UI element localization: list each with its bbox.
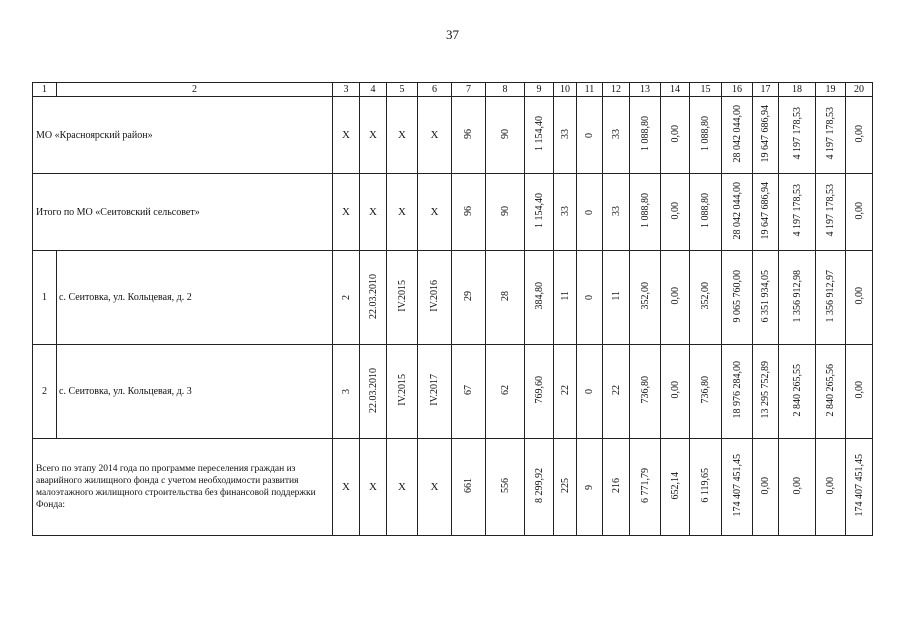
data-cell-text: 96 bbox=[463, 205, 474, 216]
data-cell-text: 62 bbox=[499, 385, 511, 395]
data-cell bbox=[418, 345, 452, 439]
data-cell-text: 33 bbox=[610, 205, 622, 216]
data-cell bbox=[554, 251, 577, 345]
data-cell-text: 96 bbox=[463, 128, 474, 139]
data-cell-text: 9 bbox=[584, 484, 595, 490]
data-cell bbox=[753, 345, 779, 439]
data-cell bbox=[779, 345, 816, 439]
column-number: 11 bbox=[577, 83, 603, 97]
data-cell bbox=[486, 439, 525, 536]
data-cell bbox=[452, 345, 486, 439]
data-cell-text: 22.03.2010 bbox=[367, 273, 379, 319]
data-cell-text: 13 295 752,89 bbox=[760, 361, 771, 419]
data-cell-text: 3 bbox=[340, 389, 352, 394]
data-cell bbox=[722, 97, 753, 174]
data-cell bbox=[630, 97, 661, 174]
data-cell-text: 0,00 bbox=[669, 287, 681, 305]
data-cell: Х bbox=[360, 174, 387, 251]
resettlement-table bbox=[32, 82, 873, 536]
column-number: 1 bbox=[33, 83, 57, 97]
table-row bbox=[33, 251, 873, 345]
data-cell bbox=[486, 345, 525, 439]
column-number: 13 bbox=[630, 83, 661, 97]
data-cell-text: 8 299,92 bbox=[533, 468, 545, 503]
column-number: 19 bbox=[816, 83, 846, 97]
data-cell bbox=[722, 174, 753, 251]
column-number: 2 bbox=[57, 83, 333, 97]
data-cell bbox=[418, 251, 452, 345]
column-number: 10 bbox=[554, 83, 577, 97]
data-cell-text: 0,00 bbox=[853, 287, 865, 305]
column-number: 18 bbox=[779, 83, 816, 97]
data-cell bbox=[846, 251, 873, 345]
data-cell-text: 1 088,80 bbox=[639, 116, 651, 151]
data-cell: Х bbox=[360, 439, 387, 536]
column-number: 5 bbox=[387, 83, 418, 97]
data-cell-text: 2 bbox=[340, 295, 352, 300]
data-cell bbox=[779, 174, 816, 251]
data-cell: Х bbox=[360, 97, 387, 174]
data-cell-text: 11 bbox=[559, 291, 571, 301]
column-number: 3 bbox=[333, 83, 360, 97]
row-number: 2 bbox=[33, 345, 57, 439]
data-cell-text: 19 647 686,94 bbox=[760, 104, 771, 163]
data-cell-text: 1 356 912,98 bbox=[791, 269, 803, 323]
data-cell bbox=[452, 97, 486, 174]
data-cell-text: 661 bbox=[463, 478, 474, 493]
data-cell-text: 174 407 451,45 bbox=[853, 454, 865, 517]
data-cell bbox=[846, 97, 873, 174]
data-cell bbox=[360, 345, 387, 439]
data-cell bbox=[753, 97, 779, 174]
data-cell bbox=[846, 345, 873, 439]
column-number: 7 bbox=[452, 83, 486, 97]
data-cell-text: 4 197 178,53 bbox=[791, 184, 803, 237]
data-cell bbox=[486, 251, 525, 345]
column-number: 16 bbox=[722, 83, 753, 97]
data-cell-text: 352,00 bbox=[639, 282, 651, 310]
data-cell-text: 6 119,65 bbox=[700, 468, 711, 503]
data-cell-text: 0,00 bbox=[853, 201, 865, 220]
group-row bbox=[33, 97, 873, 174]
data-cell-text: 4 197 178,53 bbox=[825, 107, 836, 160]
data-cell bbox=[630, 345, 661, 439]
data-cell bbox=[816, 97, 846, 174]
total-label: Всего по этапу 2014 года по программе переселения граждан из аварийного жилищного фонда с учетом необходимости развития малоэтажного жилищного строительства без финансовой поддержки Фонда: bbox=[33, 439, 333, 536]
data-cell-text: 28 042 044,00 bbox=[731, 104, 743, 163]
data-cell bbox=[525, 251, 554, 345]
data-cell-text: 11 bbox=[610, 291, 622, 301]
data-cell-text: 0 bbox=[584, 295, 595, 300]
data-cell-text: 0,00 bbox=[825, 476, 836, 495]
data-cell-text: 0 bbox=[584, 389, 595, 394]
data-cell-text: 769,60 bbox=[533, 376, 545, 404]
column-number: 4 bbox=[360, 83, 387, 97]
data-cell-text: 0 bbox=[584, 132, 595, 138]
data-cell-text: 1 088,80 bbox=[700, 116, 711, 151]
data-cell-text: 0 bbox=[584, 209, 595, 215]
data-cell-text: 6 771,79 bbox=[639, 468, 651, 503]
data-cell bbox=[525, 439, 554, 536]
data-cell-text: 1 088,80 bbox=[700, 193, 711, 228]
data-cell-text: 1 356 912,97 bbox=[825, 269, 836, 323]
data-cell bbox=[525, 97, 554, 174]
column-number: 12 bbox=[603, 83, 630, 97]
data-cell bbox=[603, 251, 630, 345]
data-cell-text: 28 bbox=[499, 291, 511, 301]
data-cell-text: 9 065 760,00 bbox=[731, 269, 743, 323]
column-number: 9 bbox=[525, 83, 554, 97]
data-cell bbox=[816, 251, 846, 345]
data-cell bbox=[661, 174, 690, 251]
data-cell-text: 0,00 bbox=[853, 381, 865, 399]
data-cell bbox=[387, 251, 418, 345]
data-cell: Х bbox=[333, 439, 360, 536]
data-cell bbox=[577, 345, 603, 439]
data-cell-text: 174 407 451,45 bbox=[731, 454, 743, 517]
data-cell bbox=[603, 439, 630, 536]
data-cell bbox=[630, 174, 661, 251]
data-cell-text: 2 840 265,55 bbox=[791, 363, 803, 417]
data-cell bbox=[722, 251, 753, 345]
data-cell-text: 0,00 bbox=[791, 476, 803, 495]
column-number: 8 bbox=[486, 83, 525, 97]
data-cell bbox=[816, 439, 846, 536]
data-cell bbox=[816, 174, 846, 251]
data-cell-text: 736,80 bbox=[639, 376, 651, 404]
data-cell-text: 33 bbox=[559, 128, 571, 139]
data-cell-text: 0,00 bbox=[760, 476, 771, 495]
data-cell-text: 22 bbox=[559, 385, 571, 395]
row-number: 1 bbox=[33, 251, 57, 345]
data-cell-text: 33 bbox=[610, 128, 622, 139]
data-cell bbox=[577, 439, 603, 536]
data-cell-text: 6 351 934,05 bbox=[760, 269, 771, 323]
table-row bbox=[33, 345, 873, 439]
group-label: МО «Красноярский район» bbox=[33, 97, 333, 174]
data-cell bbox=[603, 345, 630, 439]
data-cell bbox=[577, 251, 603, 345]
data-cell bbox=[525, 174, 554, 251]
data-cell-text: 352,00 bbox=[700, 282, 711, 310]
data-cell bbox=[603, 97, 630, 174]
data-cell bbox=[525, 345, 554, 439]
data-cell bbox=[661, 251, 690, 345]
data-cell bbox=[554, 345, 577, 439]
data-cell bbox=[333, 345, 360, 439]
data-cell-text: 225 bbox=[559, 478, 571, 493]
column-number-row bbox=[33, 83, 873, 97]
data-cell bbox=[387, 345, 418, 439]
data-cell: Х bbox=[418, 97, 452, 174]
column-number: 20 bbox=[846, 83, 873, 97]
data-cell bbox=[360, 251, 387, 345]
data-cell bbox=[486, 174, 525, 251]
data-cell bbox=[554, 174, 577, 251]
data-cell bbox=[690, 174, 722, 251]
data-cell: Х bbox=[387, 439, 418, 536]
data-cell-text: 22 bbox=[610, 385, 622, 395]
data-cell: Х bbox=[418, 174, 452, 251]
data-cell-text: 18 976 284,00 bbox=[731, 361, 743, 419]
data-cell-text: 90 bbox=[499, 205, 511, 216]
group-label: Итого по МО «Сеитовский сельсовет» bbox=[33, 174, 333, 251]
address-cell: с. Сеитовка, ул. Кольцевая, д. 3 bbox=[57, 345, 333, 439]
data-cell-text: 652,14 bbox=[669, 471, 681, 500]
column-number: 14 bbox=[661, 83, 690, 97]
data-cell bbox=[722, 439, 753, 536]
data-cell bbox=[690, 97, 722, 174]
data-cell bbox=[722, 345, 753, 439]
data-cell bbox=[690, 251, 722, 345]
data-cell bbox=[753, 174, 779, 251]
data-cell-text: IV.2017 bbox=[429, 374, 440, 406]
data-cell bbox=[603, 174, 630, 251]
data-cell-text: IV.2016 bbox=[429, 280, 440, 312]
data-cell-text: 1 088,80 bbox=[639, 193, 651, 228]
data-cell-text: 33 bbox=[559, 205, 571, 216]
data-cell: Х bbox=[387, 174, 418, 251]
data-cell-text: 67 bbox=[463, 385, 474, 395]
data-cell-text: 22.03.2010 bbox=[367, 367, 379, 413]
data-cell-text: 556 bbox=[499, 478, 511, 493]
column-number: 17 bbox=[753, 83, 779, 97]
data-cell-text: 0,00 bbox=[669, 381, 681, 399]
data-cell: Х bbox=[418, 439, 452, 536]
data-cell bbox=[452, 439, 486, 536]
data-cell-text: 19 647 686,94 bbox=[760, 181, 771, 240]
data-cell-text: 0,00 bbox=[669, 201, 681, 220]
data-cell bbox=[630, 439, 661, 536]
data-cell-text: 4 197 178,53 bbox=[791, 107, 803, 160]
column-number: 6 bbox=[418, 83, 452, 97]
data-cell bbox=[779, 97, 816, 174]
data-cell bbox=[577, 174, 603, 251]
data-cell-text: 2 840 265,56 bbox=[825, 363, 836, 417]
data-cell: Х bbox=[333, 97, 360, 174]
data-cell bbox=[333, 251, 360, 345]
group-row bbox=[33, 174, 873, 251]
data-cell-text: 384,80 bbox=[533, 282, 545, 310]
data-cell bbox=[846, 174, 873, 251]
data-cell bbox=[630, 251, 661, 345]
data-cell bbox=[779, 439, 816, 536]
data-cell bbox=[661, 439, 690, 536]
data-cell-text: IV.2015 bbox=[396, 280, 408, 312]
data-cell-text: 216 bbox=[610, 478, 622, 493]
data-cell: Х bbox=[387, 97, 418, 174]
data-cell bbox=[690, 345, 722, 439]
address-cell: с. Сеитовка, ул. Кольцевая, д. 2 bbox=[57, 251, 333, 345]
data-cell-text: 29 bbox=[463, 291, 474, 301]
data-cell bbox=[846, 439, 873, 536]
total-row bbox=[33, 439, 873, 536]
data-cell-text: 90 bbox=[499, 128, 511, 139]
data-cell bbox=[816, 345, 846, 439]
data-cell bbox=[486, 97, 525, 174]
data-cell bbox=[779, 251, 816, 345]
data-cell bbox=[554, 439, 577, 536]
data-cell-text: 28 042 044,00 bbox=[731, 181, 743, 240]
data-cell bbox=[661, 345, 690, 439]
data-cell-text: 1 154,40 bbox=[533, 193, 545, 228]
data-cell bbox=[661, 97, 690, 174]
data-cell-text: 1 154,40 bbox=[533, 116, 545, 151]
page-number: 37 bbox=[446, 27, 459, 42]
data-cell bbox=[690, 439, 722, 536]
data-cell bbox=[577, 97, 603, 174]
column-number: 15 bbox=[690, 83, 722, 97]
data-cell-text: 0,00 bbox=[669, 124, 681, 143]
data-cell-text: 0,00 bbox=[853, 124, 865, 143]
data-cell bbox=[554, 97, 577, 174]
data-cell bbox=[452, 251, 486, 345]
data-cell: Х bbox=[333, 174, 360, 251]
data-cell-text: 4 197 178,53 bbox=[825, 184, 836, 237]
data-cell-text: 736,80 bbox=[700, 376, 711, 404]
data-cell bbox=[753, 439, 779, 536]
data-cell-text: IV.2015 bbox=[396, 374, 408, 406]
data-cell bbox=[452, 174, 486, 251]
data-cell bbox=[753, 251, 779, 345]
